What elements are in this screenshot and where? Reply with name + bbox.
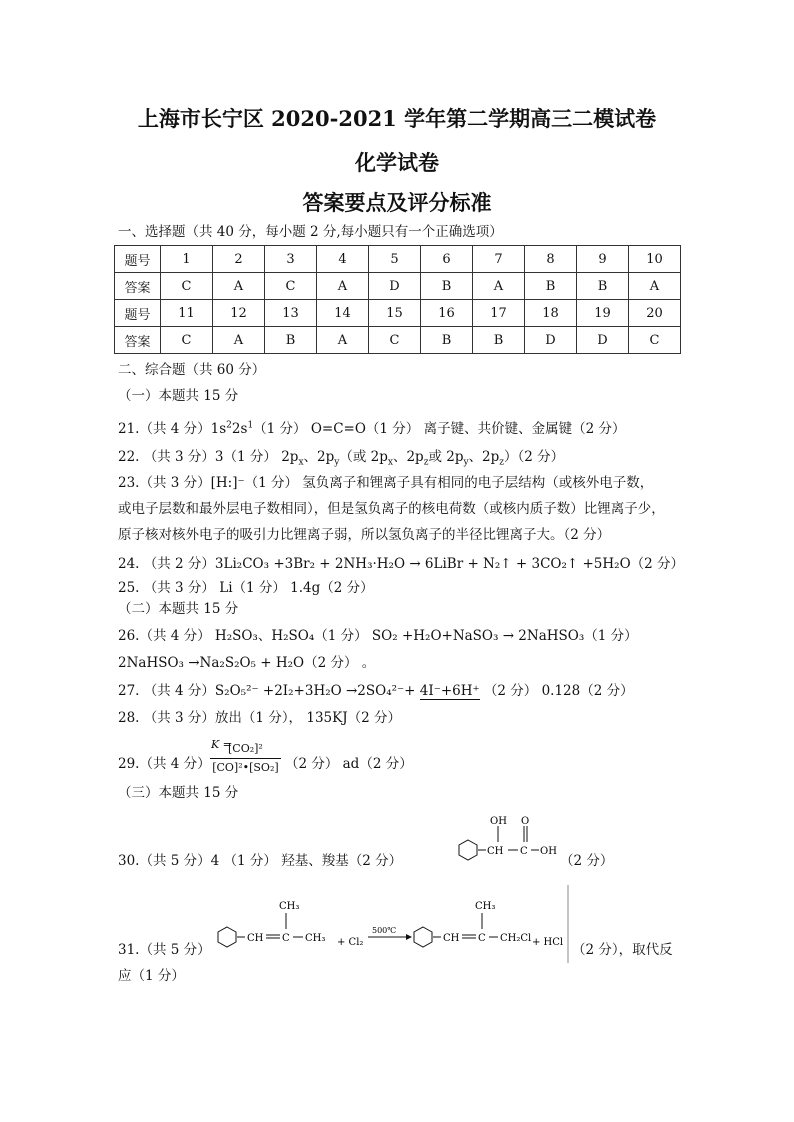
q21-answer (118, 420, 625, 438)
q22-t: 22. （共 3 分）3（1 分） 2p (118, 449, 299, 465)
q30-answer: 30.（共 5 分）4 （1 分） 羟基、羧基（2 分） (118, 853, 403, 869)
table-cell: C (369, 327, 421, 354)
table-cell: D (369, 273, 421, 300)
table-cell: A (317, 273, 369, 300)
q21-sup1: 2 (226, 420, 232, 431)
rxn-ch3-top2: CH₃ (475, 901, 496, 912)
q22-k: z (499, 457, 505, 468)
q22-d: （或 2p (339, 449, 388, 465)
rxn-ch: CH (247, 933, 264, 944)
struct-o: O (521, 816, 530, 827)
q21-rest: （1 分） O=C=O（1 分） 离子键、共价键、金属键（2 分） (253, 421, 626, 437)
table-cell: A (213, 327, 265, 354)
table-cell: B (577, 273, 629, 300)
table-cell: 题号 (115, 300, 161, 327)
part1-heading: （一）本题共 15 分 (118, 388, 239, 404)
q31-lead: 31.（共 5 分） (118, 942, 211, 958)
q21-mid: 2s (231, 421, 248, 437)
q27-answer (118, 682, 634, 700)
rxn-c: C (282, 933, 290, 944)
q23-line3: 原子核对核外电子的吸引力比锂离子弱，所以氢负离子的半径比锂离子大。（2 分） (118, 527, 611, 543)
table-cell: 4 (317, 246, 369, 273)
table-cell: 19 (577, 300, 629, 327)
q30-score: （2 分） (560, 853, 614, 869)
rxn-c-product: C (478, 933, 486, 944)
table-cell: A (473, 273, 525, 300)
table-cell: A (629, 273, 681, 300)
table-row (115, 300, 681, 327)
arrowhead-icon (406, 934, 412, 940)
table-cell: C (629, 327, 681, 354)
table-cell: B (473, 327, 525, 354)
q30-structure (450, 812, 560, 864)
q26-line1: 26.（共 4 分） H₂SO₃、H₂SO₄（1 分） SO₂ +H₂O+NaSO₃ → 2NaHSO₃（1 分） (118, 628, 638, 644)
struct-tail: OH (540, 846, 557, 857)
table-cell: C (161, 273, 213, 300)
table-cell: 16 (421, 300, 473, 327)
table-cell: 12 (213, 300, 265, 327)
table-cell: 13 (265, 300, 317, 327)
q29-numerator: [CO₂]² (210, 740, 280, 759)
table-cell: 6 (421, 246, 473, 273)
q22-h: 或 2p (428, 449, 464, 465)
q28-answer: 28. （共 3 分）放出（1 分）， 135KJ（2 分） (118, 710, 401, 726)
rxn-ch3-top1: CH₃ (279, 901, 300, 912)
table-row (115, 273, 681, 300)
q22-a: x (298, 457, 304, 468)
table-row (115, 327, 681, 354)
q29-rest: （2 分） ad（2 分） (284, 755, 413, 772)
q27-underlined: 4I⁻+6H⁺ (419, 683, 480, 699)
table-cell: 题号 (115, 246, 161, 273)
q22-g: z (423, 457, 429, 468)
rxn-ch-product: CH (443, 933, 460, 944)
table-cell: 5 (369, 246, 421, 273)
table-cell: 1 (161, 246, 213, 273)
q29-lead: 29.（共 4 分） (118, 755, 211, 772)
q29-answer (118, 738, 413, 774)
table-cell: A (213, 273, 265, 300)
rxn-plus-hcl: + HCl (532, 937, 564, 948)
table-cell: 答案 (115, 273, 161, 300)
q29-k: K = (210, 738, 232, 751)
q22-b: 、2p (303, 449, 335, 465)
section1-heading: 一、选择题（共 40 分，每小题 2 分,每小题只有一个正确选项） (118, 224, 503, 240)
table-cell: 8 (525, 246, 577, 273)
table-cell: 2 (213, 246, 265, 273)
table-cell: B (525, 273, 577, 300)
table-cell: D (577, 327, 629, 354)
table-cell: A (317, 327, 369, 354)
benzene-ring-icon (459, 840, 477, 860)
table-cell: 答案 (115, 327, 161, 354)
q22-f: 、2p (392, 449, 424, 465)
table-cell: B (265, 327, 317, 354)
answer-table (114, 245, 681, 354)
page-title: 上海市长宁区 2020-2021 学年第二学期高三二模试卷 (137, 106, 657, 131)
q23-line1: 23.（共 3 分）[H:]⁻（1 分） 氢负离子和锂离子具有相同的电子层结构（或核外电子数， (118, 475, 654, 491)
table-cell: 20 (629, 300, 681, 327)
rxn-ch3: CH₃ (305, 933, 326, 944)
table-cell: 15 (369, 300, 421, 327)
struct-c: C (520, 846, 528, 857)
part3-heading: （三）本题共 15 分 (118, 785, 239, 801)
answer-title: 答案要点及评分标准 (302, 190, 492, 215)
table-cell: 18 (525, 300, 577, 327)
q22-i: y (463, 457, 469, 468)
q29-denominator: [CO]²•[SO₂] (212, 761, 279, 774)
rxn-plus-cl2: + Cl₂ (337, 937, 364, 948)
q22-answer (118, 448, 564, 466)
q31-continuation: 应（1 分） (118, 968, 185, 984)
q22-e: x (387, 457, 393, 468)
rxn-condition: 500℃ (372, 926, 397, 935)
struct-ch: CH (487, 846, 504, 857)
q22-l: ）（2 分） (504, 449, 565, 465)
q31-reaction (210, 885, 572, 965)
subject-title: 化学试卷 (355, 150, 439, 175)
rxn-ch2cl: CH₂Cl (500, 933, 532, 944)
table-cell: C (265, 273, 317, 300)
q26-line2: 2NaHSO₃ →Na₂S₂O₅ + H₂O（2 分） 。 (118, 655, 376, 671)
q27-rest: （2 分） 0.128（2 分） (479, 683, 634, 699)
table-cell: 3 (265, 246, 317, 273)
table-cell: B (421, 273, 473, 300)
table-cell: 10 (629, 246, 681, 273)
table-cell: 17 (473, 300, 525, 327)
q21-sup2: 1 (247, 420, 254, 431)
table-cell: 7 (473, 246, 525, 273)
table-cell: 11 (161, 300, 213, 327)
section2-heading: 二、综合题（共 60 分） (118, 362, 266, 378)
q22-j: 、2p (468, 449, 500, 465)
part2-heading: （二）本题共 15 分 (118, 601, 239, 617)
table-cell: 9 (577, 246, 629, 273)
q23-line2: 或电子层数和最外层电子数相同），但是氢负离子的核电荷数（或核内质子数）比锂离子少， (118, 501, 665, 517)
q22-c: y (334, 457, 340, 468)
table-cell: C (161, 327, 213, 354)
table-row (115, 246, 681, 273)
table-cell: 14 (317, 300, 369, 327)
q29-fraction (210, 740, 280, 777)
struct-oh: OH (490, 816, 507, 827)
table-cell: B (421, 327, 473, 354)
q31-score: （2 分），取代反 (572, 942, 673, 958)
q25-answer: 25. （共 3 分） Li（1 分） 1.4g（2 分） (118, 580, 374, 596)
table-cell: D (525, 327, 577, 354)
q21-lead: 21.（共 4 分）1s (118, 421, 227, 437)
benzene-ring-icon (218, 927, 236, 947)
q24-answer: 24. （共 2 分）3Li₂CO₃ +3Br₂ + 2NH₃·H₂O → 6LiBr + N₂↑ + 3CO₂↑ +5H₂O（2 分） (118, 556, 685, 572)
benzene-ring-icon (414, 927, 432, 947)
q27-lead: 27. （共 4 分）S₂O₅²⁻ +2I₂+3H₂O →2SO₄²⁻+ (118, 683, 420, 699)
